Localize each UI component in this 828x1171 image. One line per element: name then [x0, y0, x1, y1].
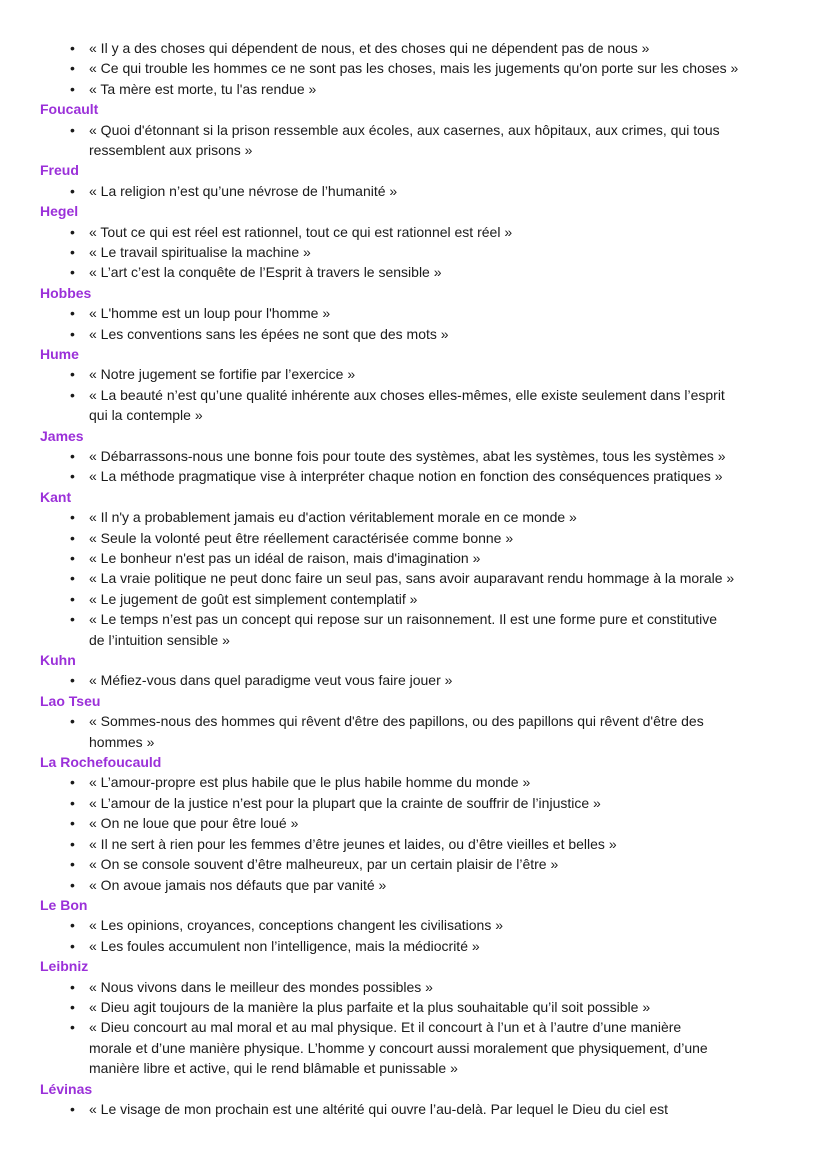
quote-text: « Le temps n’est pas un concept qui repose sur un raisonnement. Il est une forme pure et constitutive de l’intuition sensible » [89, 611, 718, 648]
author-heading: Lao Tseu [40, 692, 101, 709]
quote-text: « Le bonheur n'est pas un idéal de raison, mais d'imagination » [89, 550, 481, 567]
quote-text: « La religion n’est qu’une névrose de l’humanité » [89, 182, 398, 199]
bullet-icon: • [70, 550, 75, 567]
author-section [0, 691, 828, 752]
quote-item [0, 670, 828, 690]
bullet-icon: • [70, 937, 75, 954]
author-section [0, 752, 828, 895]
bullet-icon: • [70, 264, 75, 281]
bullet-icon: • [70, 60, 75, 77]
quote-text: « Les opinions, croyances, conceptions changent les civilisations » [89, 917, 504, 934]
bullet-icon: • [70, 80, 75, 97]
bullet-icon: • [70, 366, 75, 383]
document [0, 38, 828, 1119]
quote-text: « Le travail spiritualise la machine » [89, 244, 311, 261]
author-heading: Foucault [40, 101, 99, 118]
quote-item [0, 793, 828, 813]
quote-item [0, 1017, 828, 1078]
author-heading: Freud [40, 162, 79, 179]
quote-text: « Tout ce qui est réel est rationnel, tout ce qui est rationnel est réel » [89, 223, 513, 240]
quote-item [0, 854, 828, 874]
quote-text: « Débarrassons-nous une bonne fois pour toute des systèmes, abat les systèmes, tous les systèmes » [89, 448, 726, 465]
author-section [0, 1079, 828, 1120]
quote-text: « L'homme est un loup pour l'homme » [89, 305, 331, 322]
quote-item [0, 548, 828, 568]
author-section [0, 283, 828, 344]
bullet-icon: • [70, 774, 75, 791]
quote-item [0, 364, 828, 384]
author-heading: Hobbes [40, 284, 92, 301]
quote-item [0, 58, 828, 78]
bullet-icon: • [70, 182, 75, 199]
bullet-icon: • [70, 794, 75, 811]
quote-item [0, 385, 828, 426]
quote-text: « Méfiez-vous dans quel paradigme veut vous faire jouer » [89, 672, 453, 689]
bullet-icon: • [70, 876, 75, 893]
quote-item [0, 242, 828, 262]
quote-item [0, 262, 828, 282]
quote-item [0, 875, 828, 895]
bullet-icon: • [70, 856, 75, 873]
author-heading: Kant [40, 488, 72, 505]
quote-item [0, 997, 828, 1017]
author-heading: Leibniz [40, 958, 89, 975]
quote-item [0, 181, 828, 201]
quote-item [0, 120, 828, 161]
quote-text: « Il ne sert à rien pour les femmes d’être jeunes et laides, ou d’être vieilles et belles » [89, 835, 617, 852]
author-section [0, 99, 828, 160]
bullet-icon: • [70, 672, 75, 689]
author-section [0, 650, 828, 691]
quote-item [0, 1099, 828, 1119]
quote-text: « On avoue jamais nos défauts que par vanité » [89, 876, 387, 893]
quote-item [0, 772, 828, 792]
author-heading: Kuhn [40, 652, 76, 669]
bullet-icon: • [70, 815, 75, 832]
bullet-icon: • [70, 325, 75, 342]
quote-text: « La beauté n’est qu’une qualité inhérente aux choses elles-mêmes, elle existe seulement dans l’esprit qui la contemple » [89, 386, 725, 424]
quote-text: « Il n'y a probablement jamais eu d'action véritablement morale en ce monde » [89, 509, 577, 526]
quote-text: « Dieu agit toujours de la manière la plus parfaite et la plus souhaitable qu’il soit possible » [89, 998, 651, 1015]
quote-text: « La méthode pragmatique vise à interpréter chaque notion en fonction des conséquences pratiques » [89, 468, 723, 485]
quote-text: « On ne loue que pour être loué » [89, 815, 299, 832]
quote-item [0, 528, 828, 548]
author-heading: Le Bon [40, 896, 88, 913]
quote-item [0, 38, 828, 58]
quote-item [0, 466, 828, 486]
quote-item [0, 915, 828, 935]
author-heading: La Rochefoucauld [40, 754, 162, 771]
quote-item [0, 589, 828, 609]
quote-text: « L’amour de la justice n’est pour la plupart que la crainte de souffrir de l’injustice » [89, 794, 601, 811]
quote-text: « L’amour-propre est plus habile que le plus habile homme du monde » [89, 774, 531, 791]
quote-item [0, 568, 828, 588]
author-section [0, 426, 828, 487]
bullet-icon: • [70, 244, 75, 261]
bullet-icon: • [70, 835, 75, 852]
quote-text: « Le jugement de goût est simplement contemplatif » [89, 590, 418, 607]
bullet-icon: • [70, 917, 75, 934]
quote-item [0, 507, 828, 527]
author-section [0, 487, 828, 650]
quote-text: « Les foules accumulent non l’intelligence, mais la médiocrité » [89, 937, 480, 954]
quote-item [0, 711, 828, 752]
bullet-icon: • [70, 529, 75, 546]
bullet-icon: • [70, 1019, 75, 1036]
quote-item [0, 324, 828, 344]
author-heading: Hegel [40, 203, 79, 220]
quote-text: « Sommes-nous des hommes qui rêvent d'être des papillons, ou des papillons qui rêvent d'être des hommes » [89, 713, 704, 750]
bullet-icon: • [70, 998, 75, 1015]
author-section [0, 895, 828, 956]
quote-text: « Dieu concourt au mal moral et au mal physique. Et il concourt à l’un et à l’autre d’une manière morale et d’une manière physique. L’homme y concourt aussi moralement que physiquement, d’une manière libre et active, qui le rend blâmable et punissable » [89, 1019, 708, 1077]
bullet-icon: • [70, 978, 75, 995]
quote-item [0, 222, 828, 242]
author-section [0, 956, 828, 1078]
bullet-icon: • [70, 570, 75, 587]
quote-text: « Nous vivons dans le meilleur des mondes possibles » [89, 978, 433, 995]
quote-text: « Seule la volonté peut être réellement caractérisée comme bonne » [89, 529, 514, 546]
author-heading: Lévinas [40, 1080, 93, 1097]
author-section [0, 344, 828, 426]
quote-text: « On se console souvent d’être malheureux, par un certain plaisir de l’être » [89, 856, 559, 873]
author-section [0, 160, 828, 201]
bullet-icon: • [70, 1100, 75, 1117]
quote-item [0, 446, 828, 466]
quote-text: « Les conventions sans les épées ne sont que des mots » [89, 325, 449, 342]
quote-text: « Quoi d'étonnant si la prison ressemble aux écoles, aux casernes, aux hôpitaux, aux crimes, qui tous ressemblent aux prisons » [89, 121, 720, 159]
quote-item [0, 936, 828, 956]
author-heading: James [40, 427, 84, 444]
bullet-icon: • [70, 386, 75, 403]
quote-text: « Notre jugement se fortifie par l’exercice » [89, 366, 356, 383]
quote-item [0, 303, 828, 323]
quote-item [0, 609, 828, 650]
bullet-icon: • [70, 448, 75, 465]
quote-text: « Ce qui trouble les hommes ce ne sont pas les choses, mais les jugements qu'on porte sur les choses » [89, 60, 739, 77]
bullet-icon: • [70, 468, 75, 485]
author-section [0, 38, 828, 99]
quote-text: « La vraie politique ne peut donc faire un seul pas, sans avoir auparavant rendu hommage à la morale » [89, 570, 735, 587]
quote-text: « L’art c’est la conquête de l’Esprit à travers le sensible » [89, 264, 442, 281]
bullet-icon: • [70, 121, 75, 138]
bullet-icon: • [70, 40, 75, 56]
quote-item [0, 813, 828, 833]
bullet-icon: • [70, 713, 75, 730]
bullet-icon: • [70, 305, 75, 322]
quote-item [0, 79, 828, 99]
bullet-icon: • [70, 611, 75, 628]
bullet-icon: • [70, 590, 75, 607]
quote-text: « Il y a des choses qui dépendent de nous, et des choses qui ne dépendent pas de nous » [89, 40, 650, 56]
author-section [0, 201, 828, 283]
quote-text: « Ta mère est morte, tu l'as rendue » [89, 80, 317, 97]
quote-text: « Le visage de mon prochain est une altérité qui ouvre l’au-delà. Par lequel le Dieu du ciel est [89, 1100, 669, 1117]
quote-item [0, 977, 828, 997]
quote-item [0, 834, 828, 854]
author-heading: Hume [40, 346, 79, 363]
bullet-icon: • [70, 223, 75, 240]
bullet-icon: • [70, 509, 75, 526]
